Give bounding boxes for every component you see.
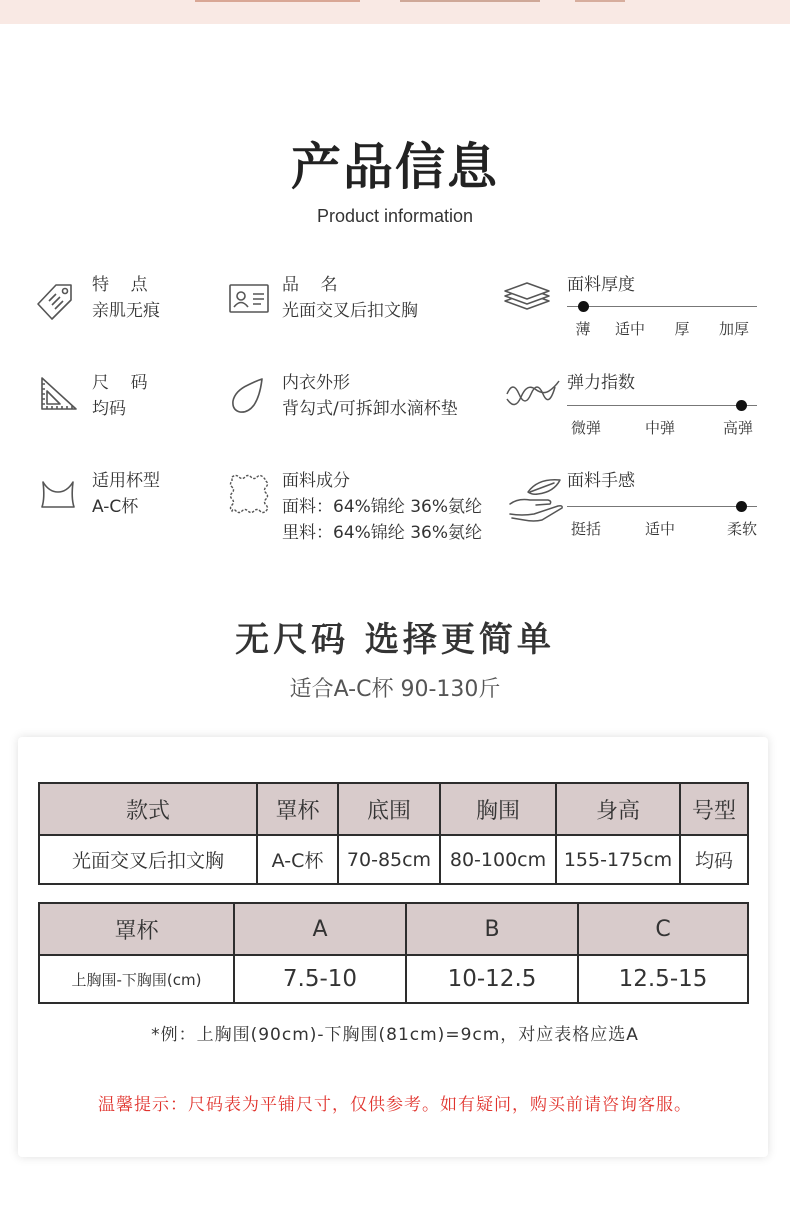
info-cup-label: 适用杯型 [92,471,160,491]
tag-icon [34,280,76,322]
table-header-cell: 胸围 [440,783,556,835]
feel-level-dot [736,501,747,512]
info-shape-value: 背勾式/可拆卸水滴杯垫 [282,399,458,419]
table-header-row [39,903,748,955]
cup-table [38,902,749,1004]
table-header-cell: C [578,903,748,955]
table-header-cell: 号型 [680,783,748,835]
warm-tip: 温馨提示：尺码表为平铺尺寸，仅供参考。如有疑问，购买前请咨询客服。 [98,1095,692,1115]
info-elasticity-label: 弹力指数 [567,373,635,393]
thickness-tick: 适中 [614,320,646,338]
example-note: *例：上胸围(90cm)-下胸围(81cm)=9cm，对应表格应选A [151,1025,639,1045]
page-title: 产品信息 [291,138,499,196]
table-cell: 70-85cm [338,835,440,884]
size-section-subtitle: 适合A-C杯 90-130斤 [289,677,501,702]
info-name-value: 光面交叉后扣文胸 [282,301,418,321]
top-banner-strip [0,0,790,24]
triangle-ruler-icon [38,375,80,413]
info-composition [282,468,482,546]
table-header-cell: 身高 [556,783,680,835]
table-cell: A-C杯 [257,835,338,884]
thickness-level-dot [578,301,589,312]
elasticity-tick: 高弹 [722,419,754,437]
bra-icon [40,478,76,510]
elasticity-tick: 中弹 [644,419,676,437]
info-name-label: 品 名 [282,275,338,295]
table-header-cell: 款式 [39,783,257,835]
layers-icon [503,281,551,315]
table-cell: 上胸围-下胸围(cm) [39,955,234,1003]
table-header-row [39,783,748,835]
thickness-tick: 薄 [575,320,591,338]
info-cup [92,468,160,520]
table-header-cell: B [406,903,578,955]
wave-icon [505,375,561,413]
table-cell: 12.5-15 [578,955,748,1003]
info-shape-label: 内衣外形 [282,373,350,393]
info-size [92,370,148,422]
hand-feather-icon [508,474,566,524]
info-elasticity [567,370,635,396]
elasticity-tick: 微弹 [570,419,602,437]
table-row [39,955,748,1003]
table-cell: 80-100cm [440,835,556,884]
water-drop-icon [230,376,266,416]
info-thickness-label: 面料厚度 [567,275,635,295]
id-card-icon [228,283,270,315]
info-composition-label: 面料成分 [282,471,350,491]
table-header-cell: 罩杯 [39,903,234,955]
fabric-swatch-icon [228,473,270,515]
size-table [38,782,749,885]
feel-tick: 挺括 [570,520,602,538]
elasticity-level-dot [736,400,747,411]
info-feature-label: 特 点 [92,275,148,295]
info-feel-label: 面料手感 [567,471,635,491]
table-row [39,835,748,884]
info-name [282,272,418,324]
info-composition-line1: 面料：64%锦纶 36%氨纶 [282,497,482,517]
table-cell: 7.5-10 [234,955,406,1003]
info-cup-value: A-C杯 [92,497,139,517]
table-cell: 10-12.5 [406,955,578,1003]
thickness-tick: 加厚 [718,320,750,338]
feel-tick: 柔软 [726,520,758,538]
info-feel [567,468,635,494]
info-feature [92,272,160,324]
info-composition-line2: 里料：64%锦纶 36%氨纶 [282,523,482,543]
info-size-value: 均码 [92,399,126,419]
page-subtitle: Product information [316,206,474,226]
feel-tick: 适中 [644,520,676,538]
info-feature-value: 亲肌无痕 [92,301,160,321]
table-cell: 155-175cm [556,835,680,884]
info-shape [282,370,458,422]
info-size-label: 尺 码 [92,373,148,393]
table-cell: 光面交叉后扣文胸 [39,835,257,884]
table-header-cell: 底围 [338,783,440,835]
size-section-title: 无尺码 选择更简单 [235,620,555,660]
table-header-cell: A [234,903,406,955]
info-thickness [567,272,635,298]
table-cell: 均码 [680,835,748,884]
thickness-tick: 厚 [674,320,690,338]
table-header-cell: 罩杯 [257,783,338,835]
